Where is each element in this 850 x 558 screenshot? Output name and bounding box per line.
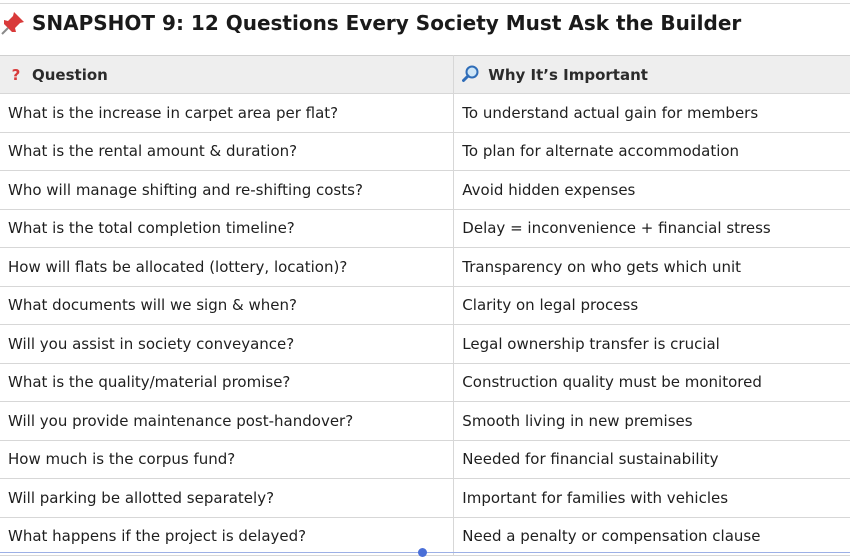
why-cell: Need a penalty or compensation clause (454, 517, 850, 556)
question-cell: Will you provide maintenance post-handover? (0, 402, 454, 441)
page-title-text: SNAPSHOT 9: 12 Questions Every Society Must Ask the Builder (32, 11, 742, 35)
pushpin-icon (0, 10, 26, 36)
table-row (0, 171, 850, 210)
why-cell: Delay = inconvenience + financial stress (454, 209, 850, 248)
header-why: Why It’s Important (454, 56, 850, 94)
question-mark-icon: ? (11, 65, 21, 84)
table-row (0, 363, 850, 402)
why-cell: Smooth living in new premises (454, 402, 850, 441)
why-cell: Avoid hidden expenses (454, 171, 850, 210)
table-row (0, 94, 850, 133)
table-row (0, 286, 850, 325)
question-cell: What documents will we sign & when? (0, 286, 454, 325)
why-cell: Construction quality must be monitored (454, 363, 850, 402)
question-cell: Will parking be allotted separately? (0, 479, 454, 518)
why-cell: To understand actual gain for members (454, 94, 850, 133)
question-cell: What is the quality/material promise? (0, 363, 454, 402)
why-cell: To plan for alternate accommodation (454, 132, 850, 171)
table-header-row (0, 56, 850, 94)
table-row (0, 248, 850, 287)
why-cell: Legal ownership transfer is crucial (454, 325, 850, 364)
why-cell: Important for families with vehicles (454, 479, 850, 518)
resize-handle[interactable] (418, 548, 427, 557)
page-title (0, 8, 741, 38)
question-cell: What happens if the project is delayed? (0, 517, 454, 556)
table-row (0, 440, 850, 479)
question-cell: How much is the corpus fund? (0, 440, 454, 479)
question-cell: How will flats be allocated (lottery, location)? (0, 248, 454, 287)
question-cell: What is the rental amount & duration? (0, 132, 454, 171)
table-row (0, 132, 850, 171)
question-cell: Who will manage shifting and re-shifting costs? (0, 171, 454, 210)
table-row (0, 325, 850, 364)
table-row (0, 479, 850, 518)
question-cell: What is the total completion timeline? (0, 209, 454, 248)
top-border (0, 3, 850, 4)
question-cell: Will you assist in society conveyance? (0, 325, 454, 364)
why-cell: Transparency on who gets which unit (454, 248, 850, 287)
magnifier-icon (462, 65, 480, 83)
why-cell: Needed for financial sustainability (454, 440, 850, 479)
table-row (0, 209, 850, 248)
header-question: ? Question (0, 56, 454, 94)
question-cell: What is the increase in carpet area per flat? (0, 94, 454, 133)
table-row (0, 402, 850, 441)
why-cell: Clarity on legal process (454, 286, 850, 325)
questions-table (0, 55, 850, 556)
